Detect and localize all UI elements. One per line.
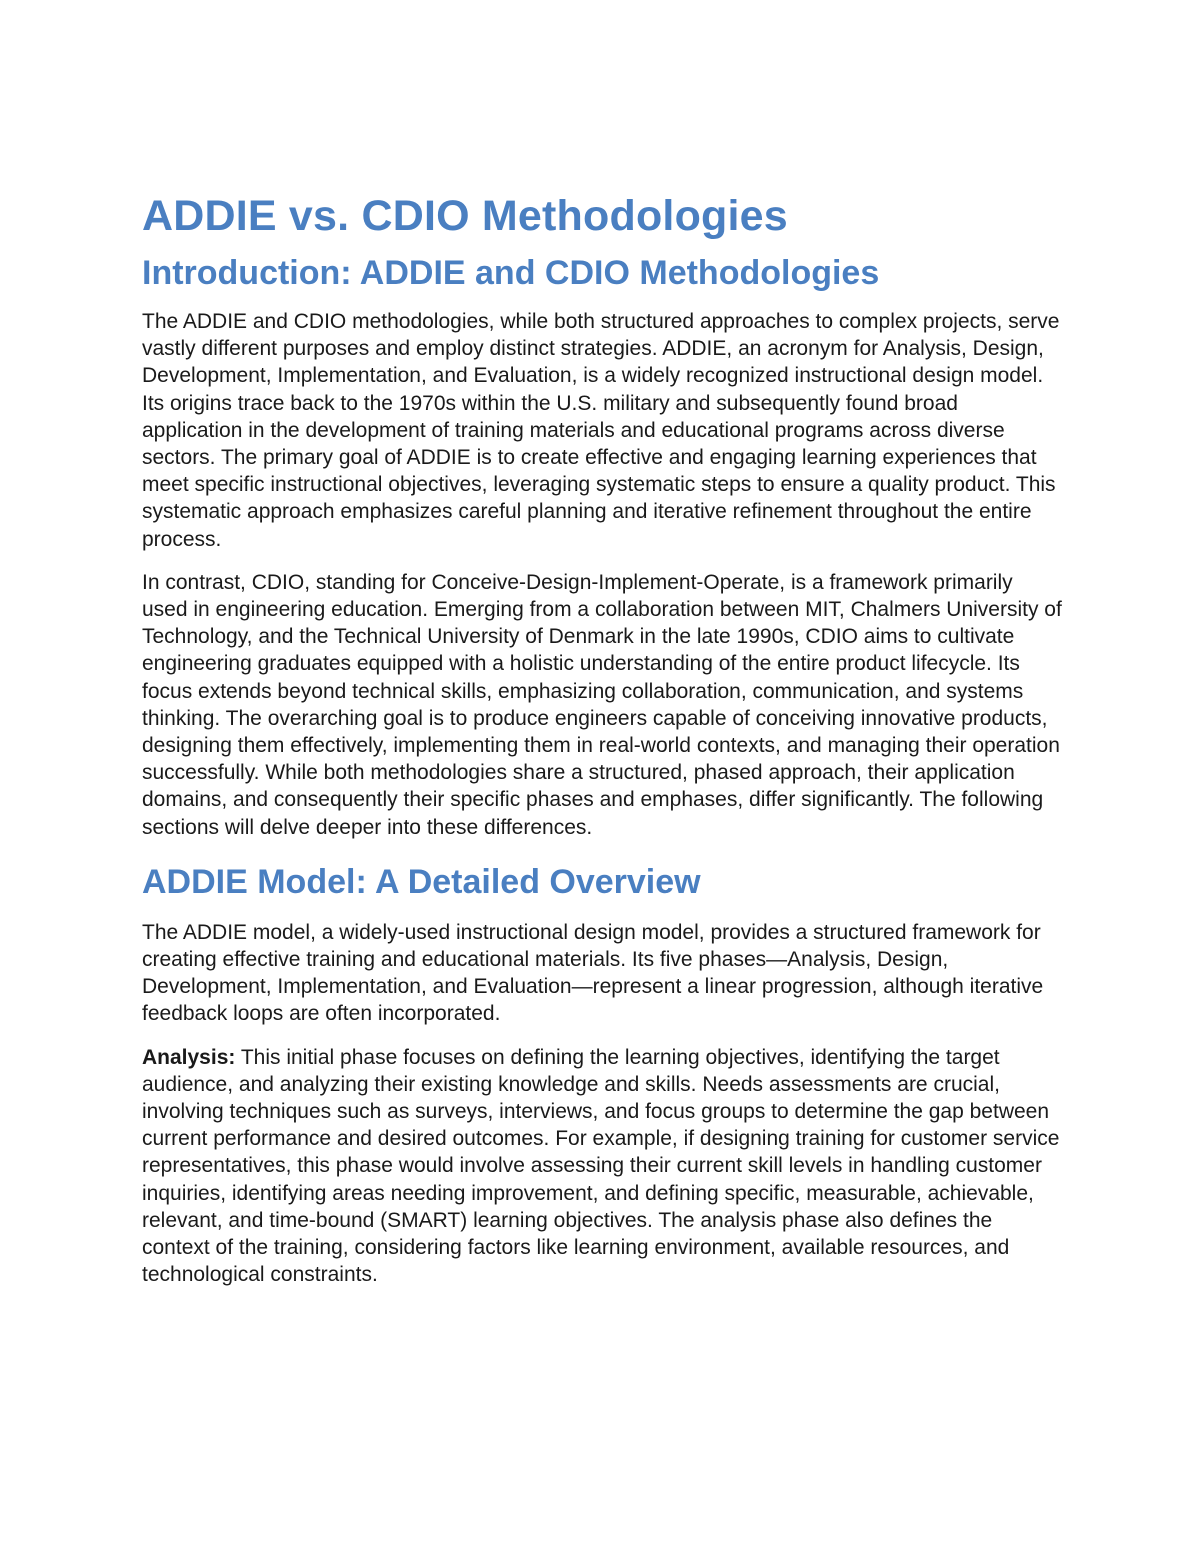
document-page xyxy=(142,190,1062,1305)
document-title: ADDIE vs. CDIO Methodologies xyxy=(142,192,788,240)
addie-paragraph: The ADDIE model, a widely-used instructional design model, provides a structured framework for creating effective training and educational materials. Its five phases—Analysis, Design, Development, Implementation, and Evaluation—represent a linear progression, although iterative feedback loops are often incorporated. xyxy=(142,920,1044,1026)
intro-heading: Introduction: ADDIE and CDIO Methodologies xyxy=(142,254,880,292)
addie-heading: ADDIE Model: A Detailed Overview xyxy=(142,862,701,901)
analysis-paragraph xyxy=(142,1044,1062,1289)
intro-paragraph-2: In contrast, CDIO, standing for Conceive-Design-Implement-Operate, is a framework primarily used in engineering education. Emerging from a collaboration between MIT, Chalmers University of Technology, and the Technical University of Denmark in the late 1990s, CDIO aims to cultivate engineering graduates equipped with a holistic understanding of the entire product lifecycle. Its focus extends beyond technical skills, emphasizing collaboration, communication, and systems thinking. The overarching goal is to produce engineers capable of conceiving innovative products, designing them effectively, implementing them in real-world contexts, and managing their operation successfully. While both methodologies share a structured, phased approach, their application domains, and consequently their specific phases and emphases, differ significantly. The following sections will delve deeper into these differences. xyxy=(142,570,1062,839)
analysis-label: Analysis: xyxy=(142,1045,236,1069)
intro-paragraph-1: The ADDIE and CDIO methodologies, while both structured approaches to complex projects, serve vastly different purposes and employ distinct strategies. ADDIE, an acronym for Analysis, Design, Development, Implementation, and Evaluation, is a widely recognized instructional design model. Its origins trace back to the 1970s within the U.S. military and subsequently found broad application in the development of training materials and educational programs across diverse sectors. The primary goal of ADDIE is to create effective and engaging learning experiences that meet specific instructional objectives, leveraging systematic steps to ensure a quality product. This systematic approach emphasizes careful planning and iterative refinement throughout the entire process. xyxy=(142,310,1060,551)
analysis-text: This initial phase focuses on defining the learning objectives, identifying the target audience, and analyzing their existing knowledge and skills. Needs assessments are crucial, involving techniques such as surveys, interviews, and focus groups to determine the gap between current performance and desired outcomes. For example, if designing training for customer service representatives, this phase would involve assessing their current skill levels in handling customer inquiries, identifying areas needing improvement, and defining specific, measurable, achievable, relevant, and time-bound (SMART) learning objectives. The analysis phase also defines the context of the training, considering factors like learning environment, available resources, and technological constraints. xyxy=(142,1045,1060,1287)
